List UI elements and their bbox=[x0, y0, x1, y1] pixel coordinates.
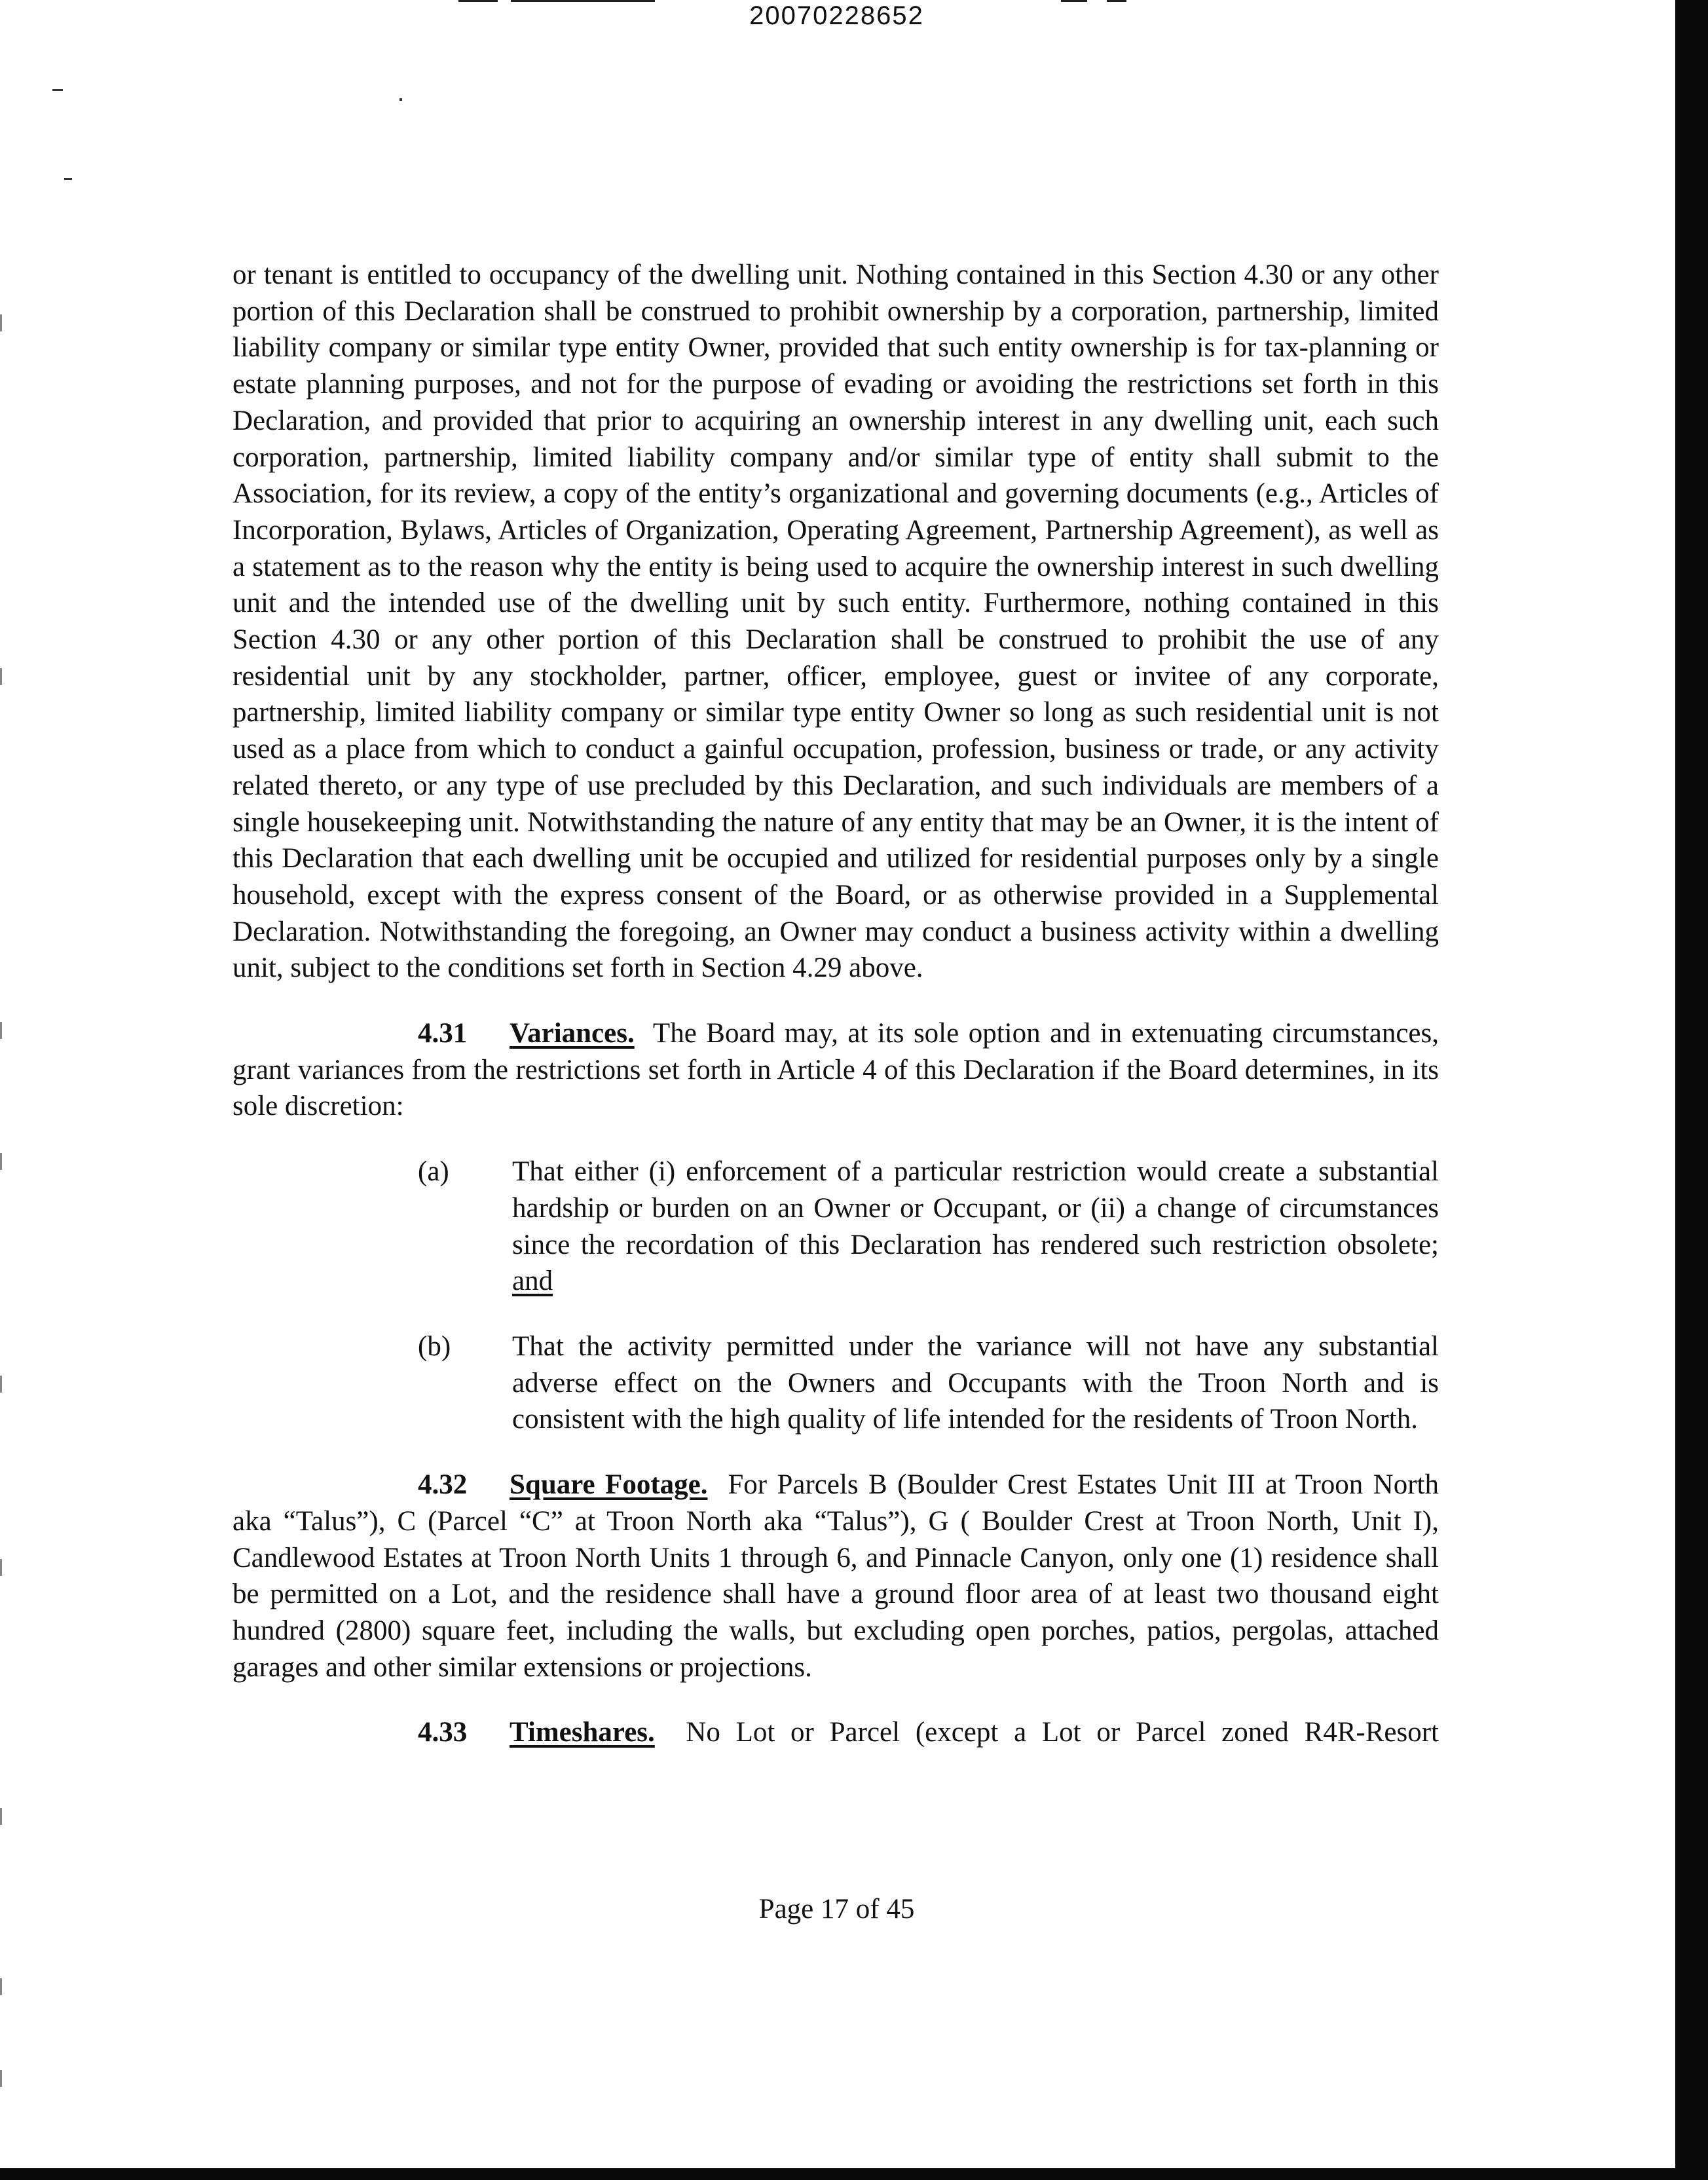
continuation-paragraph: or tenant is entitled to occupancy of the dwelling unit. Nothing contained in this Section 4.30 or any other portion of this Declaration shall be construed to prohibit ownership by a corporation, partnership, limited liability company or similar type entity Owner, provided that such entity ownership is for tax-planning or estate planning purposes, and not for the purpose of evading or avoiding the restrictions set forth in this Declaration, and provided that prior to acquiring an ownership interest in any dwelling unit, each such corporation, partnership, limited liability company and/or similar type of entity shall submit to the Association, for its review, a copy of the entity’s organizational and governing documents (e.g., Articles of Incorporation, Bylaws, Articles of Organization, Operating Agreement, Partnership Agreement), as well as a statement as to the reason why the entity is being used to acquire the ownership interest in such dwelling unit and the intended use of the dwelling unit by such entity. Furthermore, nothing contained in this Section 4.30 or any other portion of this Declaration shall be construed to prohibit the use of any residential unit by any stockholder, partner, officer, employee, guest or invitee of any corporate, partnership, limited liability company or similar type entity Owner so long as such residential unit is not used as a place from which to conduct a gainful occupation, profession, business or trade, or any activity related thereto, or any type of use precluded by this Declaration, and such individuals are members of a single housekeeping unit. Notwithstanding the nature of any entity that may be an Owner, it is the intent of this Declaration that each dwelling unit be occupied and utilized for residential purposes only by a single household, except with the express consent of the Board, or as otherwise provided in a Supplemental Declaration. Notwithstanding the foregoing, an Owner may conduct a business activity within a dwelling unit, subject to the conditions set forth in Section 4.29 above. bbox=[232, 259, 1439, 984]
section-title: Timeshares. bbox=[510, 1717, 655, 1748]
clause-label: (b) bbox=[418, 1330, 451, 1362]
scan-mark bbox=[399, 98, 402, 101]
scan-edge-tick bbox=[0, 2070, 2, 2087]
clause-b bbox=[232, 1328, 1439, 1438]
clause-label: (a) bbox=[418, 1156, 449, 1188]
section-4-31 bbox=[232, 1015, 1439, 1125]
scan-border-bottom bbox=[0, 2168, 1708, 2180]
scan-border-right bbox=[1675, 0, 1708, 2180]
scan-edge-tick bbox=[0, 1978, 2, 1995]
clause-text: That either (i) enforcement of a particular restriction would create a substantial hardship or burden on an Owner or Occupant, or (ii) a change of circumstances since the recordation of this Declaration has rendered such restriction obsolete; bbox=[512, 1156, 1439, 1260]
section-title: Variances. bbox=[510, 1018, 635, 1049]
scan-mark bbox=[52, 89, 63, 91]
scan-edge-tick bbox=[0, 1808, 2, 1825]
clause-conjunction: and bbox=[512, 1266, 553, 1297]
section-4-32 bbox=[232, 1467, 1439, 1685]
section-text: The Board may, at its sole option and in extenuating circumstances, grant variances from the restrictions set forth in Article 4 of this Declaration if the Board determines, in its sole discretion: bbox=[232, 1018, 1439, 1122]
page-number: Page 17 of 45 bbox=[758, 1894, 915, 1925]
section-number: 4.31 bbox=[418, 1018, 468, 1049]
section-title: Square Footage. bbox=[510, 1469, 708, 1501]
document-body bbox=[232, 257, 1439, 1751]
clause-text: That the activity permitted under the variance will not have any substantial adverse effect on the Owners and Occupants with the Troon North and is consistent with the high quality of life intended for the residents of Troon North. bbox=[512, 1330, 1439, 1435]
scan-mark bbox=[64, 178, 72, 180]
document-number: 20070228652 bbox=[749, 1, 924, 30]
scan-edge-tick bbox=[0, 1559, 2, 1576]
clause-a bbox=[232, 1154, 1439, 1300]
scan-edge-tick bbox=[0, 668, 2, 685]
section-4-33 bbox=[232, 1714, 1439, 1751]
scan-edge-tick bbox=[0, 1153, 2, 1170]
scan-edge-tick bbox=[0, 314, 2, 331]
section-text: No Lot or Parcel (except a Lot or Parcel zoned R4R-Resort bbox=[686, 1717, 1439, 1748]
section-text: For Parcels B (Boulder Crest Estates Unit III at Troon North aka “Talus”), C (Parcel “C” at Troon North aka “Talus”), G ( Boulder Crest at Troon North, Unit I), Candlewood Estates at Troon North Units 1 through 6, and Pinnacle Canyon, only one (1) residence shall be permitted on a Lot, and the residence shall have a ground floor area of at least two thousand eight hundred (2800) square feet, including the walls, but excluding open porches, patios, pergolas, attached garages and other similar extensions or projections. bbox=[232, 1469, 1439, 1683]
section-number: 4.33 bbox=[418, 1717, 468, 1748]
scan-edge-tick bbox=[0, 1022, 2, 1039]
section-number: 4.32 bbox=[418, 1469, 468, 1501]
scan-edge-tick bbox=[0, 1376, 2, 1393]
